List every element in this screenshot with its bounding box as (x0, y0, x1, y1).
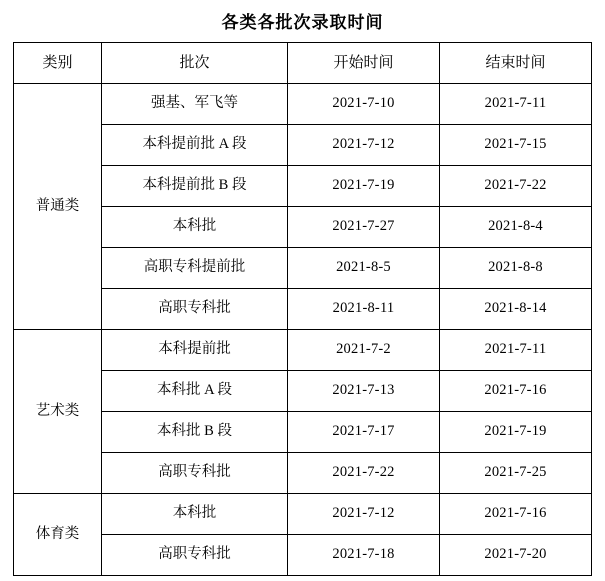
end-time-cell: 2021-7-19 (440, 412, 592, 453)
admission-schedule-table (13, 42, 592, 576)
column-header-batch: 批次 (102, 43, 288, 84)
batch-cell: 本科批 (102, 207, 288, 248)
table-body (14, 84, 592, 576)
batch-cell: 本科批 A 段 (102, 371, 288, 412)
batch-cell: 高职专科批 (102, 289, 288, 330)
start-time-cell: 2021-7-27 (288, 207, 440, 248)
page-title: 各类各批次录取时间 (221, 13, 384, 32)
column-header-category: 类别 (14, 43, 102, 84)
batch-cell: 高职专科提前批 (102, 248, 288, 289)
start-time-cell: 2021-7-17 (288, 412, 440, 453)
table-row (14, 494, 592, 535)
start-time-cell: 2021-8-5 (288, 248, 440, 289)
start-time-cell: 2021-7-10 (288, 84, 440, 125)
end-time-cell: 2021-8-14 (440, 289, 592, 330)
end-time-cell: 2021-8-8 (440, 248, 592, 289)
start-time-cell: 2021-7-22 (288, 453, 440, 494)
end-time-cell: 2021-7-25 (440, 453, 592, 494)
table-header-row (14, 43, 592, 84)
batch-cell: 本科提前批 (102, 330, 288, 371)
end-time-cell: 2021-7-15 (440, 125, 592, 166)
column-header-start-time: 开始时间 (288, 43, 440, 84)
end-time-cell: 2021-7-16 (440, 494, 592, 535)
category-cell-sports: 体育类 (14, 494, 102, 576)
batch-cell: 本科提前批 B 段 (102, 166, 288, 207)
batch-cell: 本科批 B 段 (102, 412, 288, 453)
end-time-cell: 2021-8-4 (440, 207, 592, 248)
end-time-cell: 2021-7-16 (440, 371, 592, 412)
start-time-cell: 2021-7-18 (288, 535, 440, 576)
category-cell-general: 普通类 (14, 84, 102, 330)
start-time-cell: 2021-7-12 (288, 494, 440, 535)
batch-cell: 本科批 (102, 494, 288, 535)
start-time-cell: 2021-7-12 (288, 125, 440, 166)
start-time-cell: 2021-8-11 (288, 289, 440, 330)
batch-cell: 强基、军飞等 (102, 84, 288, 125)
end-time-cell: 2021-7-11 (440, 330, 592, 371)
start-time-cell: 2021-7-19 (288, 166, 440, 207)
column-header-end-time: 结束时间 (440, 43, 592, 84)
end-time-cell: 2021-7-20 (440, 535, 592, 576)
start-time-cell: 2021-7-2 (288, 330, 440, 371)
batch-cell: 高职专科批 (102, 453, 288, 494)
batch-cell: 高职专科批 (102, 535, 288, 576)
table-row (14, 84, 592, 125)
end-time-cell: 2021-7-11 (440, 84, 592, 125)
end-time-cell: 2021-7-22 (440, 166, 592, 207)
table-row (14, 330, 592, 371)
batch-cell: 本科提前批 A 段 (102, 125, 288, 166)
category-cell-art: 艺术类 (14, 330, 102, 494)
start-time-cell: 2021-7-13 (288, 371, 440, 412)
table-header (14, 43, 592, 84)
